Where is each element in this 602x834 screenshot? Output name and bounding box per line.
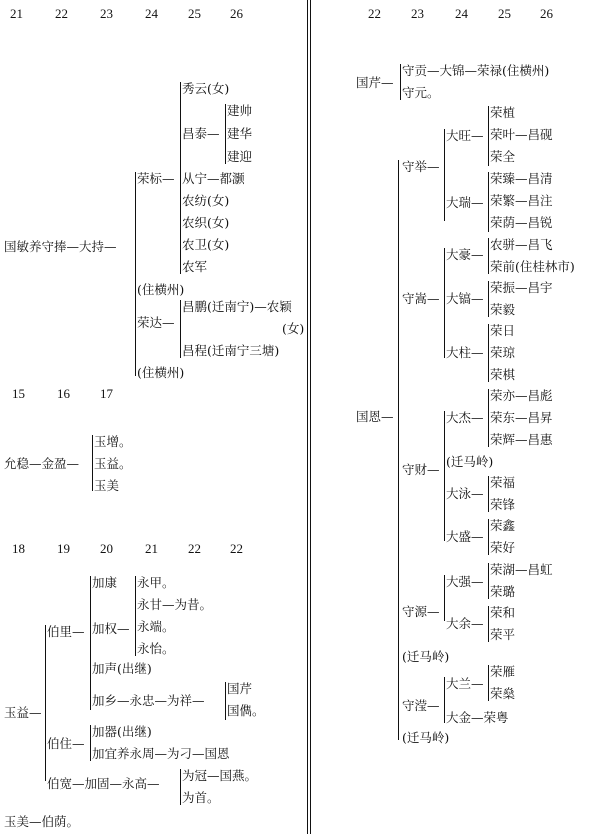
lineage-node: 荣标—	[137, 171, 175, 186]
lineage-node: 荣璐	[490, 584, 516, 599]
gen-header: 17	[100, 386, 113, 401]
lineage-root: 允稳—金盈—	[4, 456, 80, 471]
lineage-node: 加乡—永忠—为祥—	[92, 693, 205, 708]
bracket-line	[488, 476, 489, 512]
bracket-line	[444, 129, 445, 221]
lineage-node: 荣叶—昌砚	[490, 127, 553, 142]
lineage-node: 昌鹏(迁南宁)—农颖	[182, 299, 292, 314]
lineage-node: 荣亦—昌彪	[490, 388, 553, 403]
bracket-line	[488, 519, 489, 555]
lineage-node: 伯里—	[47, 624, 85, 639]
lineage-node: 大金—荣粤	[446, 710, 509, 725]
lineage-node: 加康	[92, 575, 118, 590]
lineage-node: 荣鑫	[490, 518, 516, 533]
bracket-line	[444, 575, 445, 621]
gen-header: 19	[57, 541, 70, 556]
lineage-node: 国儁。	[227, 703, 265, 718]
lineage-node: 荣湖—昌虹	[490, 562, 553, 577]
lineage-node: 荣荫—昌锐	[490, 215, 553, 230]
lineage-root: 国敏养守捧—大持—	[4, 239, 117, 254]
lineage-node: 加宜养永周—为刁—国恩	[92, 746, 230, 761]
lineage-node: 大强—	[446, 574, 484, 589]
bracket-line	[225, 682, 226, 720]
gen-header: 25	[188, 6, 201, 21]
lineage-node: 大豪—	[446, 247, 484, 262]
bracket-line	[90, 576, 91, 710]
lineage-node: 荣植	[490, 105, 516, 120]
lineage-node: 荣全	[490, 149, 516, 164]
lineage-node: 守贡—大锦—荣禄(住横州)	[402, 63, 550, 78]
lineage-node: 守举—	[402, 159, 440, 174]
bracket-line	[135, 172, 136, 376]
lineage-node: 国芹	[227, 681, 253, 696]
lineage-node: 农骈—昌飞	[490, 237, 553, 252]
lineage-node: 大旺—	[446, 128, 484, 143]
bracket-line	[488, 606, 489, 642]
residence-note: (迁马岭)	[446, 454, 494, 469]
lineage-node: 建帅	[227, 103, 253, 118]
lineage-node: 荣琼	[490, 345, 516, 360]
bracket-line	[398, 160, 399, 740]
bracket-line	[135, 576, 136, 656]
lineage-node: 农军	[182, 259, 208, 274]
lineage-node: 玉美	[94, 478, 120, 493]
lineage-node: 从宁—都灏	[182, 171, 245, 186]
lineage-node: 玉益。	[94, 456, 132, 471]
bracket-line	[444, 411, 445, 541]
lineage-node: 永甲。	[137, 575, 175, 590]
gen-header: 22	[55, 6, 68, 21]
lineage-root: 玉益—	[4, 705, 42, 720]
lineage-node: 荣平	[490, 627, 516, 642]
lineage-node: 荣燊	[490, 686, 516, 701]
lineage-node: 加权—	[92, 621, 130, 636]
gen-header: 25	[498, 6, 511, 21]
lineage-node: 为冠—国燕。	[182, 768, 258, 783]
residence-note: (迁马岭)	[402, 730, 450, 745]
lineage-node: 伯宽—加固—永高—	[47, 776, 160, 791]
bracket-line	[444, 248, 445, 358]
bracket-line	[488, 665, 489, 701]
gen-header: 22	[368, 6, 381, 21]
lineage-root: 国恩—	[356, 409, 394, 424]
lineage-node: 伯住—	[47, 736, 85, 751]
bracket-line	[488, 324, 489, 382]
gen-header: 24	[455, 6, 468, 21]
gen-header: 23	[100, 6, 113, 21]
gen-header: 20	[100, 541, 113, 556]
lineage-node: 永端。	[137, 619, 175, 634]
lineage-node: 守财—	[402, 462, 440, 477]
gen-header: 26	[540, 6, 553, 21]
bracket-line	[400, 64, 401, 100]
bracket-line	[488, 563, 489, 599]
bracket-line	[444, 677, 445, 723]
residence-note: (住横州)	[137, 365, 185, 380]
lineage-node: 荣和	[490, 605, 516, 620]
lineage-node: 为首。	[182, 790, 220, 805]
bracket-line	[488, 389, 489, 447]
lineage-root: 国芹—	[356, 75, 394, 90]
lineage-node: 秀云(女)	[182, 81, 230, 96]
lineage-node: 守源—	[402, 604, 440, 619]
lineage-node: 大盛—	[446, 529, 484, 544]
bracket-line	[180, 82, 181, 274]
lineage-node: 大柱—	[446, 345, 484, 360]
bracket-line	[488, 238, 489, 274]
lineage-node: 永怡。	[137, 641, 175, 656]
lineage-node: 荣振—昌宇	[490, 280, 553, 295]
lineage-node: 农纺(女)	[182, 193, 230, 208]
lineage-node: 大镐—	[446, 291, 484, 306]
lineage-node: 农卫(女)	[182, 237, 230, 252]
lineage-node: 荣毅	[490, 302, 516, 317]
lineage-node: 大余—	[446, 616, 484, 631]
lineage-node: 建华	[227, 126, 253, 141]
lineage-node: 大兰—	[446, 676, 484, 691]
bracket-line	[90, 725, 91, 761]
lineage-node: 荣达—	[137, 315, 175, 330]
bracket-line	[92, 435, 93, 491]
lineage-node: 荣前(住桂林市)	[490, 259, 575, 274]
bracket-line	[180, 300, 181, 358]
lineage-node: 守滢—	[402, 698, 440, 713]
lineage-node: 荣雁	[490, 664, 516, 679]
bracket-line	[488, 106, 489, 166]
lineage-node: 荣辉—昌惠	[490, 432, 553, 447]
gen-header: 18	[12, 541, 25, 556]
gen-header: 16	[57, 386, 70, 401]
residence-note: (迁马岭)	[402, 649, 450, 664]
lineage-node: 玉增。	[94, 434, 132, 449]
lineage-node: 大泳—	[446, 486, 484, 501]
gen-header: 15	[12, 386, 25, 401]
lineage-node: 永甘—为昔。	[137, 597, 213, 612]
lineage-node: 荣繁—昌注	[490, 193, 553, 208]
lineage-node: 荣日	[490, 323, 516, 338]
lineage-root: 玉美—伯荫。	[4, 814, 80, 829]
lineage-node: 建迎	[227, 149, 253, 164]
bracket-line	[225, 104, 226, 164]
lineage-node: 加声(出继)	[92, 661, 152, 676]
lineage-node: 荣锋	[490, 497, 516, 512]
lineage-node: 昌程(迁南宁三塘)	[182, 343, 280, 358]
gen-header: 22	[230, 541, 243, 556]
gen-header: 23	[411, 6, 424, 21]
lineage-node: 荣棋	[490, 367, 516, 382]
lineage-note: (女)	[282, 321, 305, 336]
bracket-line	[45, 625, 46, 781]
bracket-line	[488, 172, 489, 232]
lineage-node: 荣臻—昌清	[490, 171, 553, 186]
lineage-node: 荣好	[490, 540, 516, 555]
bracket-line	[180, 769, 181, 805]
lineage-node: 加器(出继)	[92, 724, 152, 739]
lineage-node: 昌泰—	[182, 126, 220, 141]
center-divider	[307, 0, 311, 834]
gen-header: 21	[10, 6, 23, 21]
gen-header: 21	[145, 541, 158, 556]
lineage-node: 大瑞—	[446, 195, 484, 210]
lineage-node: 守嵩—	[402, 291, 440, 306]
gen-header: 24	[145, 6, 158, 21]
residence-note: (住横州)	[137, 282, 185, 297]
lineage-node: 大杰—	[446, 410, 484, 425]
bracket-line	[488, 281, 489, 317]
lineage-node: 荣福	[490, 475, 516, 490]
lineage-node: 守元。	[402, 85, 440, 100]
gen-header: 22	[188, 541, 201, 556]
lineage-node: 农织(女)	[182, 215, 230, 230]
lineage-node: 荣东—昌昇	[490, 410, 553, 425]
gen-header: 26	[230, 6, 243, 21]
